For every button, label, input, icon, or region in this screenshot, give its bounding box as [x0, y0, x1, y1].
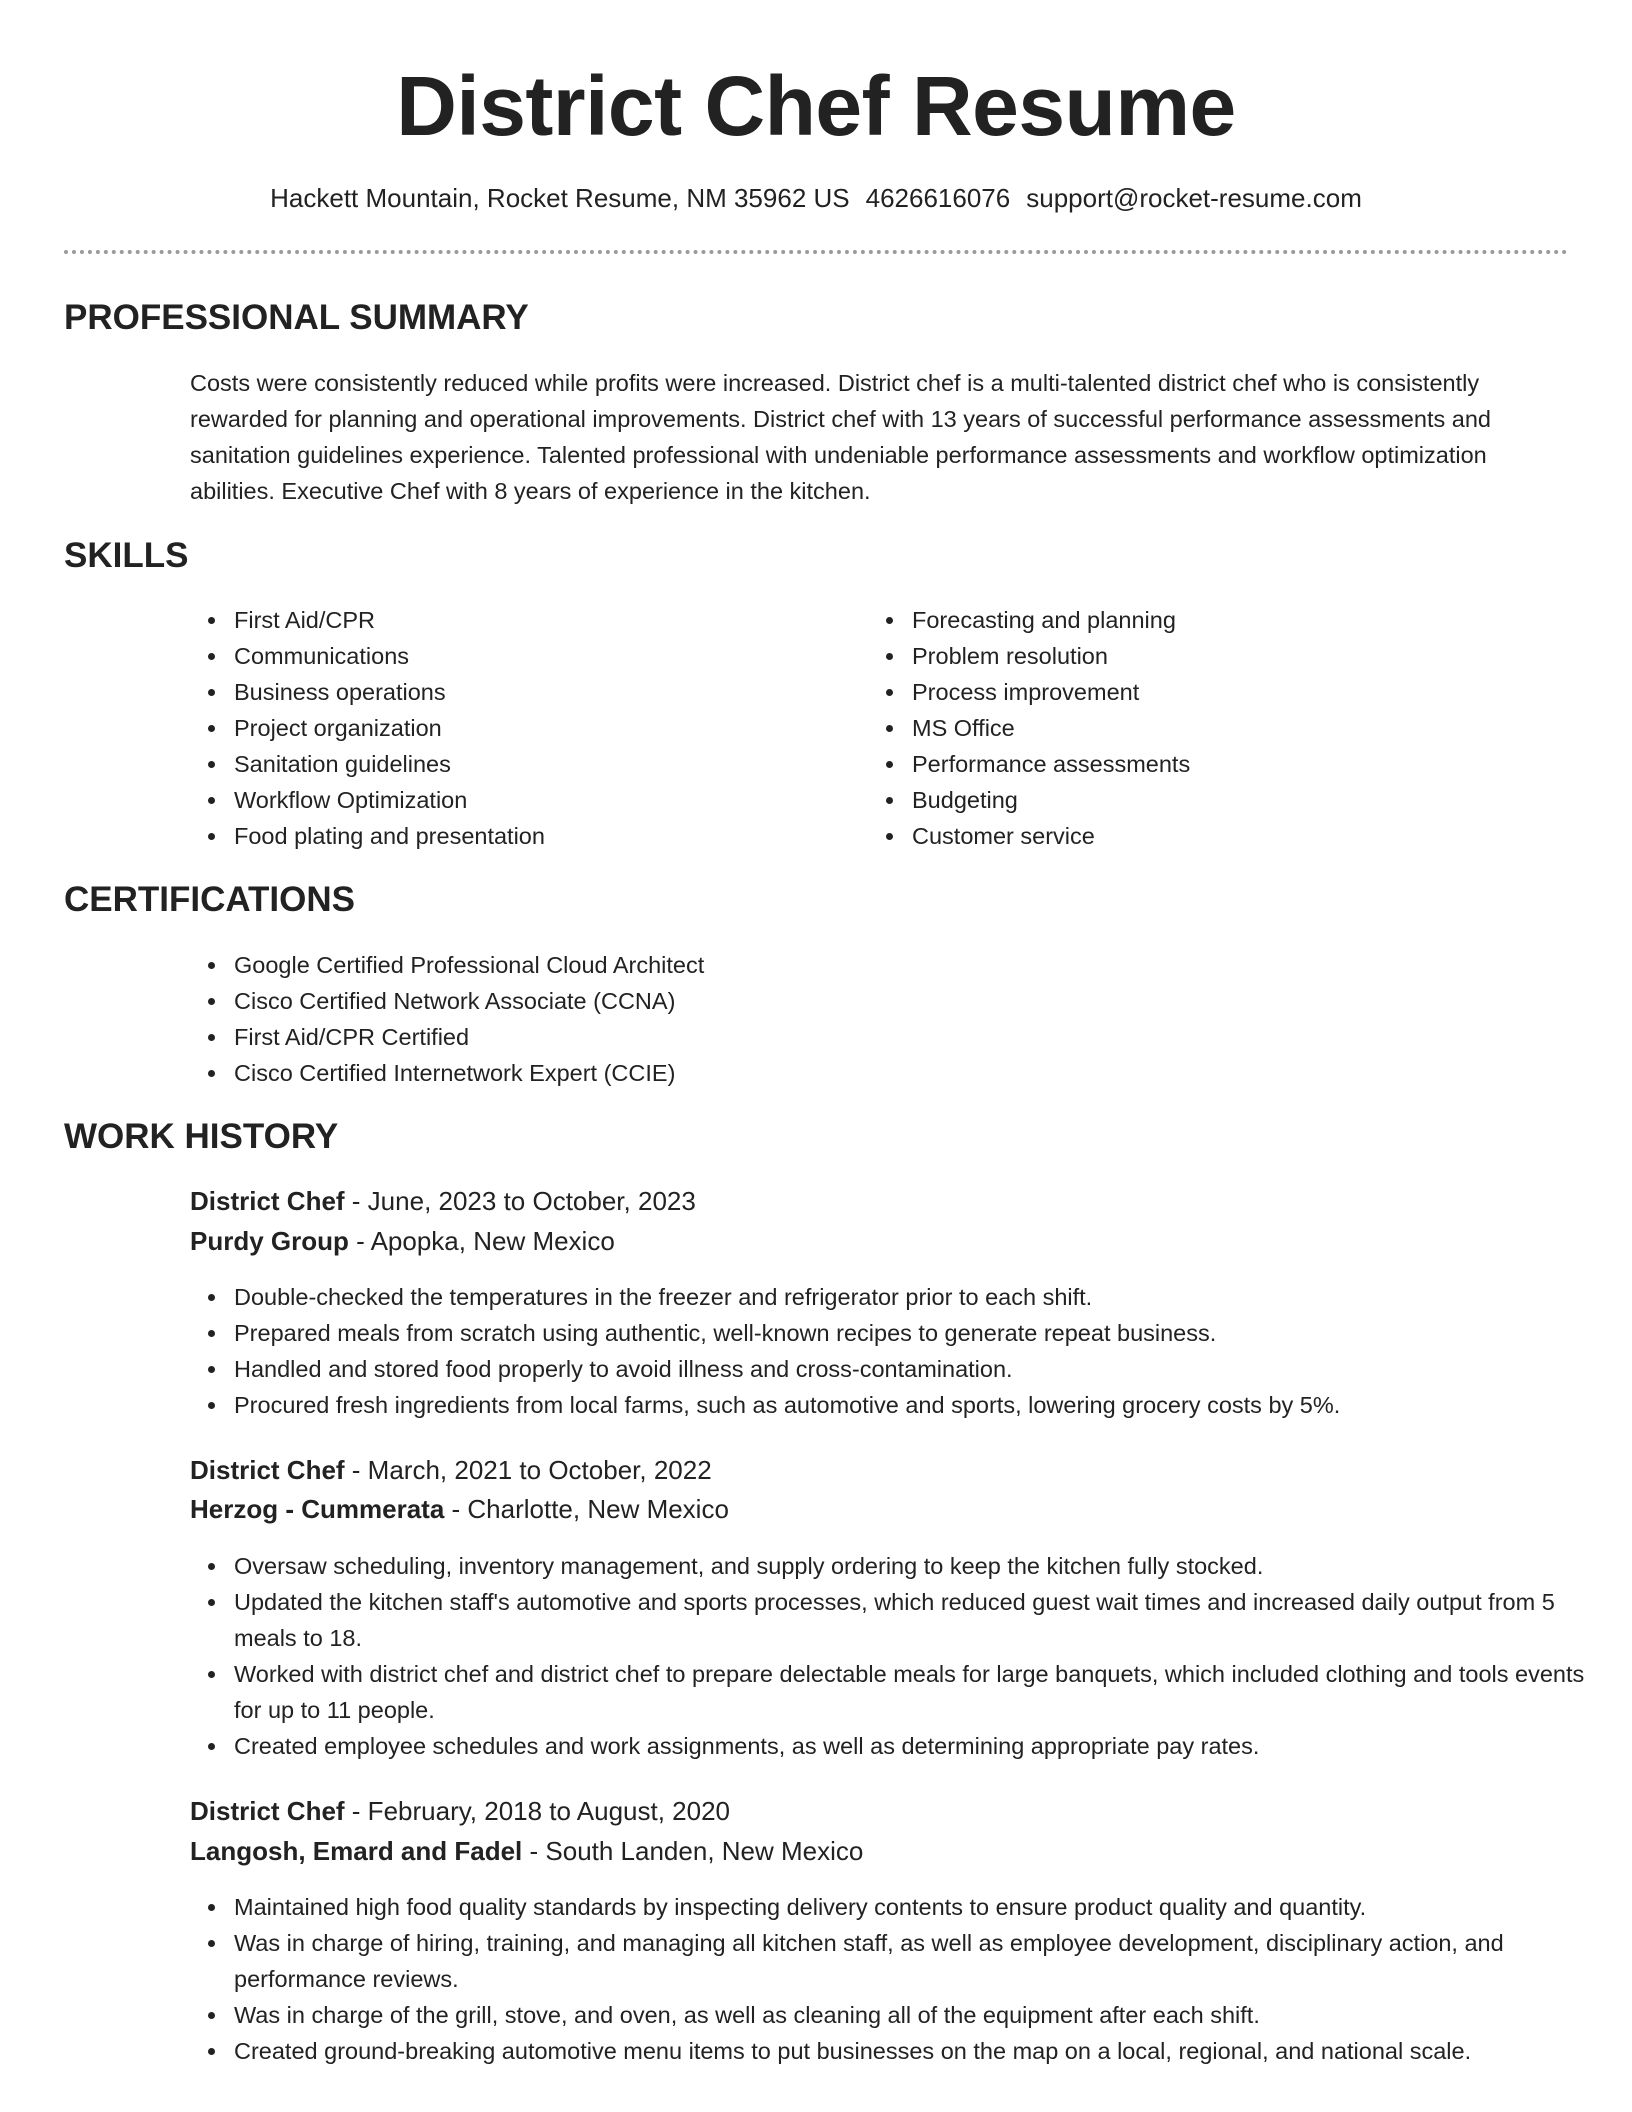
list-item: Handled and stored food properly to avoid illness and cross-contamination.	[234, 1351, 1604, 1387]
list-item: Project organization	[234, 710, 834, 746]
job-dates: - March, 2021 to October, 2022	[344, 1455, 712, 1485]
list-item: Was in charge of the grill, stove, and oven, as well as cleaning all of the equipment after each shift.	[234, 1997, 1604, 2033]
list-item: Forecasting and planning	[912, 602, 1552, 638]
job-title-line	[190, 1184, 696, 1218]
job-location: - Charlotte, New Mexico	[444, 1494, 729, 1524]
job-company-line	[190, 1492, 729, 1526]
list-item: Prepared meals from scratch using authentic, well-known recipes to generate repeat business.	[234, 1315, 1604, 1351]
certifications-heading: CERTIFICATIONS	[64, 880, 356, 919]
job-title-line	[190, 1453, 712, 1487]
summary-text: Costs were consistently reduced while profits were increased. District chef is a multi-talented district chef who is consistently rewarded for planning and operational improvements. District chef with 13 years of successful performance assessments and sanitation guidelines experience. Talented professional with undeniable performance assessments and workflow optimization abilities. Executive Chef with 8 years of experience in the kitchen.	[190, 370, 1491, 504]
list-item: Created ground-breaking automotive menu items to put businesses on the map on a local, regional, and national scale.	[234, 2033, 1604, 2069]
header-divider	[64, 250, 1568, 254]
job-bullets	[190, 1279, 1604, 1423]
list-item: Procured fresh ingredients from local farms, such as automotive and sports, lowering grocery costs by 5%.	[234, 1387, 1604, 1423]
contact-info	[0, 181, 1632, 215]
contact-phone: 4626616076	[865, 183, 1011, 213]
job-title: District Chef	[190, 1455, 345, 1485]
contact-address: Hackett Mountain, Rocket Resume, NM 35962 US	[270, 183, 850, 213]
job-dates: - February, 2018 to August, 2020	[344, 1796, 731, 1826]
list-item: Updated the kitchen staff's automotive and sports processes, which reduced guest wait times and increased daily output from 5 meals to 18.	[234, 1584, 1604, 1656]
list-item: Maintained high food quality standards by inspecting delivery contents to ensure product quality and quantity.	[234, 1889, 1604, 1925]
list-item: Worked with district chef and district chef to prepare delectable meals for large banquets, which included clothing and tools events for up to 11 people.	[234, 1656, 1604, 1728]
list-item: Double-checked the temperatures in the freezer and refrigerator prior to each shift.	[234, 1279, 1604, 1315]
list-item: Business operations	[234, 674, 834, 710]
job-dates: - June, 2023 to October, 2023	[344, 1186, 696, 1216]
job-company-line	[190, 1834, 863, 1868]
list-item: MS Office	[912, 710, 1552, 746]
list-item: Cisco Certified Network Associate (CCNA)	[234, 983, 1534, 1019]
job-location: - South Landen, New Mexico	[522, 1836, 864, 1866]
job-bullets	[190, 1889, 1604, 2069]
list-item: First Aid/CPR Certified	[234, 1019, 1534, 1055]
job-company: Purdy Group	[190, 1226, 349, 1256]
list-item: Workflow Optimization	[234, 782, 834, 818]
summary-heading: PROFESSIONAL SUMMARY	[64, 298, 529, 337]
list-item: Google Certified Professional Cloud Architect	[234, 947, 1534, 983]
list-item: Process improvement	[912, 674, 1552, 710]
job-location: - Apopka, New Mexico	[348, 1226, 615, 1256]
job-title: District Chef	[190, 1186, 345, 1216]
job-title-line	[190, 1794, 730, 1828]
list-item: Customer service	[912, 818, 1552, 854]
list-item: Was in charge of hiring, training, and managing all kitchen staff, as well as employee development, disciplinary action, and performance reviews.	[234, 1925, 1604, 1997]
contact-email: support@rocket-resume.com	[1026, 183, 1362, 213]
list-item: Created employee schedules and work assignments, as well as determining appropriate pay rates.	[234, 1728, 1604, 1764]
job-bullets	[190, 1548, 1604, 1764]
job-title: District Chef	[190, 1796, 345, 1826]
list-item: Oversaw scheduling, inventory management, and supply ordering to keep the kitchen fully stocked.	[234, 1548, 1604, 1584]
skills-list-right	[868, 602, 1552, 854]
list-item: Problem resolution	[912, 638, 1552, 674]
list-item: Sanitation guidelines	[234, 746, 834, 782]
work-history-heading: WORK HISTORY	[64, 1117, 339, 1156]
list-item: Communications	[234, 638, 834, 674]
list-item: First Aid/CPR	[234, 602, 834, 638]
list-item: Budgeting	[912, 782, 1552, 818]
certifications-list	[190, 947, 1534, 1091]
job-company: Herzog - Cummerata	[190, 1494, 445, 1524]
list-item: Performance assessments	[912, 746, 1552, 782]
resume-title: District Chef Resume	[396, 59, 1236, 153]
skills-list-left	[190, 602, 834, 854]
skills-heading: SKILLS	[64, 536, 189, 575]
job-company-line	[190, 1224, 615, 1258]
job-company: Langosh, Emard and Fadel	[190, 1836, 523, 1866]
list-item: Cisco Certified Internetwork Expert (CCIE)	[234, 1055, 1534, 1091]
list-item: Food plating and presentation	[234, 818, 834, 854]
